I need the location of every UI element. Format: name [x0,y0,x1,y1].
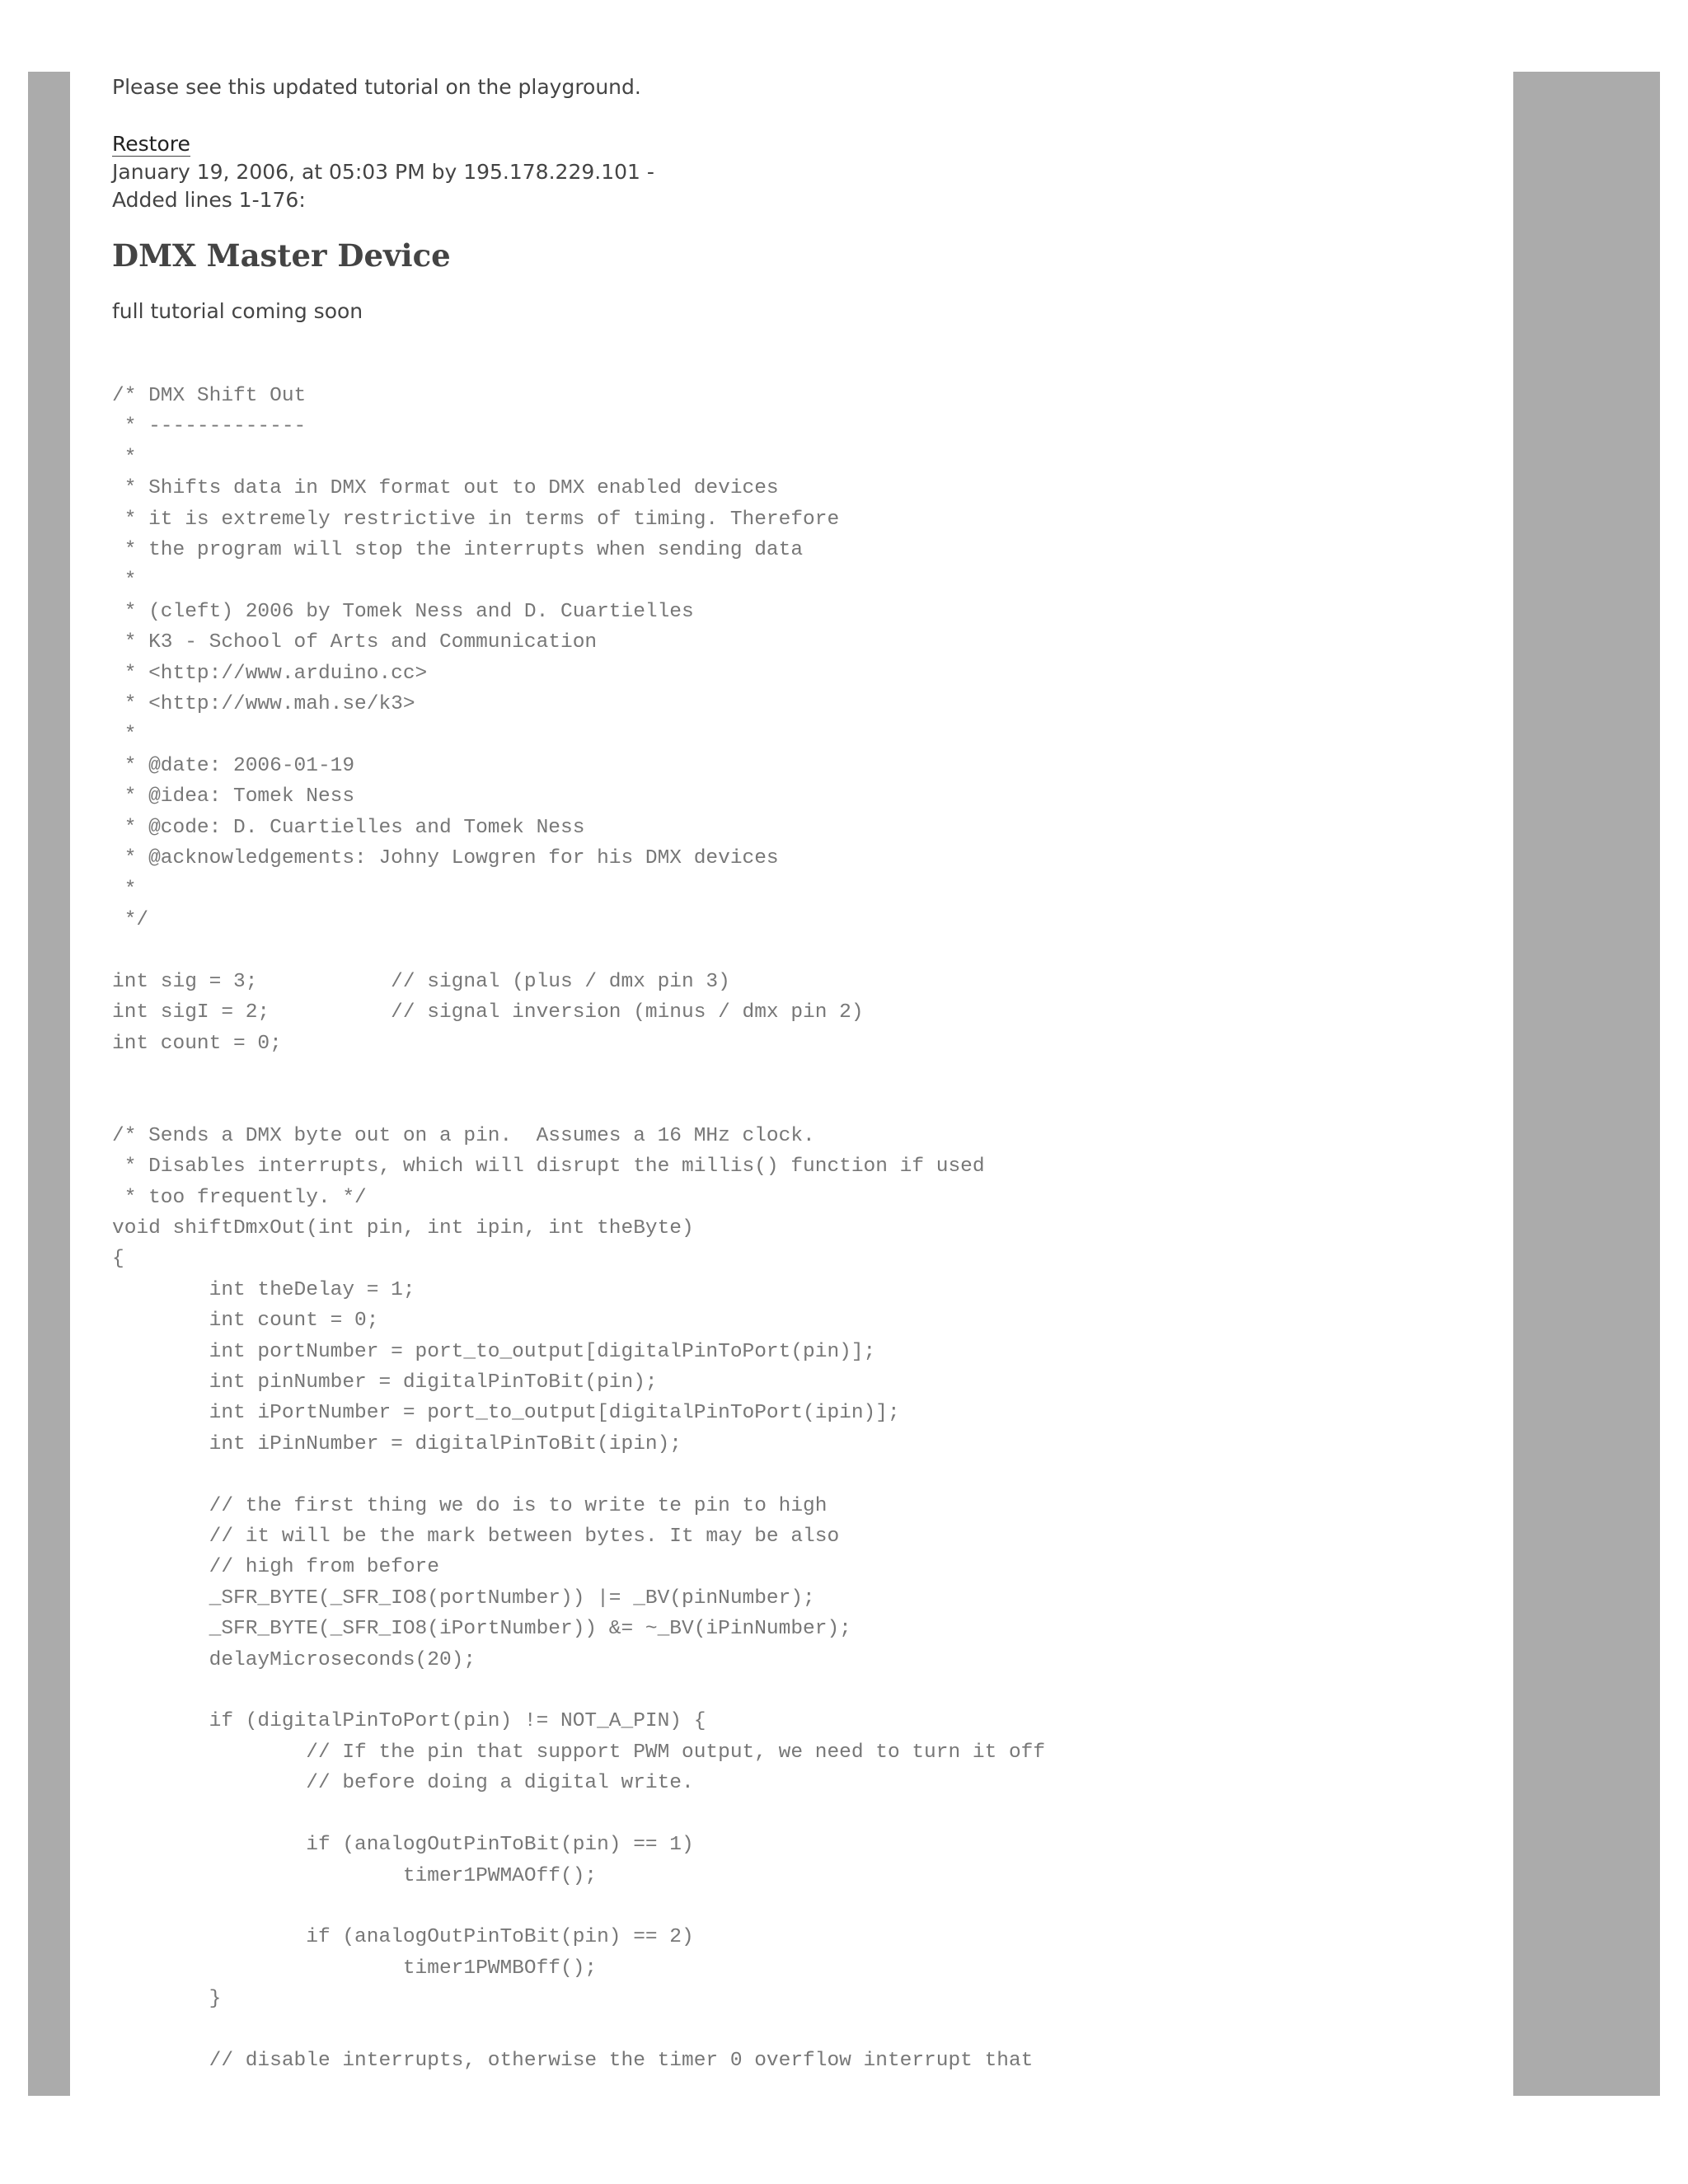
code-line: * <http://www.arduino.cc> [112,662,428,685]
code-line: } [112,1988,222,2011]
code-line: * [112,446,137,469]
revision-added-lines: Added lines 1-176: [112,188,306,212]
code-line: * [112,878,137,901]
code-line: * (cleft) 2006 by Tomek Ness and D. Cuartielles [112,600,694,623]
code-line: timer1PWMBOff(); [112,1957,598,1980]
code-line: if (analogOutPinToBit(pin) == 2) [112,1926,694,1949]
revision-meta: January 19, 2006, at 05:03 PM by 195.178.229.101 - [112,160,654,184]
code-line: int iPortNumber = port_to_output[digitalPinToPort(ipin)]; [112,1402,900,1425]
code-line: * @idea: Tomek Ness [112,785,355,808]
code-line: int count = 0; [112,1310,379,1333]
code-line: // before doing a digital write. [112,1772,694,1795]
code-line: * it is extremely restrictive in terms of timing. Therefore [112,508,840,531]
code-line: * K3 - School of Arts and Communication [112,631,598,654]
code-line: // disable interrupts, otherwise the timer 0 overflow interrupt that [112,2049,1034,2072]
code-line: // the first thing we do is to write te pin to high [112,1494,828,1517]
code-line: * the program will stop the interrupts when sending data [112,539,804,562]
code-line: * [112,724,137,747]
revision-info [112,130,1497,214]
code-line: * @date: 2006-01-19 [112,754,355,777]
code-line: /* DMX Shift Out [112,385,307,407]
code-line: int iPinNumber = digitalPinToBit(ipin); [112,1432,682,1455]
code-line: * @code: D. Cuartielles and Tomek Ness [112,816,585,839]
page-title: DMX Master Device [112,237,451,274]
code-line: * <http://www.mah.se/k3> [112,693,415,716]
code-line: { [112,1248,124,1271]
code-line: // high from before [112,1556,439,1579]
code-line: * Shifts data in DMX format out to DMX enabled devices [112,477,779,500]
code-line: // it will be the mark between bytes. It may be also [112,1526,840,1549]
page-subtitle: full tutorial coming soon [112,299,363,323]
code-line: delayMicroseconds(20); [112,1648,476,1671]
code-line: _SFR_BYTE(_SFR_IO8(iPortNumber)) &= ~_BV(iPinNumber); [112,1618,851,1641]
code-line: int theDelay = 1; [112,1278,415,1301]
code-line: if (digitalPinToPort(pin) != NOT_A_PIN) { [112,1710,706,1733]
code-line: timer1PWMAOff(); [112,1864,598,1887]
code-line: * too frequently. */ [112,1186,367,1209]
code-line: int sigI = 2; // signal inversion (minus / dmx pin 2) [112,1001,864,1024]
code-line: // If the pin that support PWM output, we need to turn it off [112,1741,1046,1764]
code-line: * @acknowledgements: Johny Lowgren for his DMX devices [112,847,779,870]
left-margin-bar [28,72,70,2096]
restore-link[interactable]: Restore [112,132,190,156]
page-content [112,73,1497,2076]
code-line: int sig = 3; // signal (plus / dmx pin 3) [112,970,730,993]
code-line: if (analogOutPinToBit(pin) == 1) [112,1834,694,1857]
code-line: */ [112,908,149,931]
code-line: int pinNumber = digitalPinToBit(pin); [112,1371,658,1394]
code-line: void shiftDmxOut(int pin, int ipin, int theByte) [112,1216,694,1240]
code-line: * [112,569,137,593]
code-line: * ------------- [112,415,307,438]
code-block [112,381,1497,2076]
code-line: * Disables interrupts, which will disrupt the millis() function if used [112,1155,985,1179]
code-line: /* Sends a DMX byte out on a pin. Assumes a 16 MHz clock. [112,1124,815,1147]
code-line: _SFR_BYTE(_SFR_IO8(portNumber)) |= _BV(pinNumber); [112,1586,815,1610]
right-margin-bar [1513,72,1660,2096]
tutorial-notice: Please see this updated tutorial on the playground. [112,75,641,99]
code-line: int portNumber = port_to_output[digitalPinToPort(pin)]; [112,1340,876,1363]
code-line: int count = 0; [112,1032,282,1055]
